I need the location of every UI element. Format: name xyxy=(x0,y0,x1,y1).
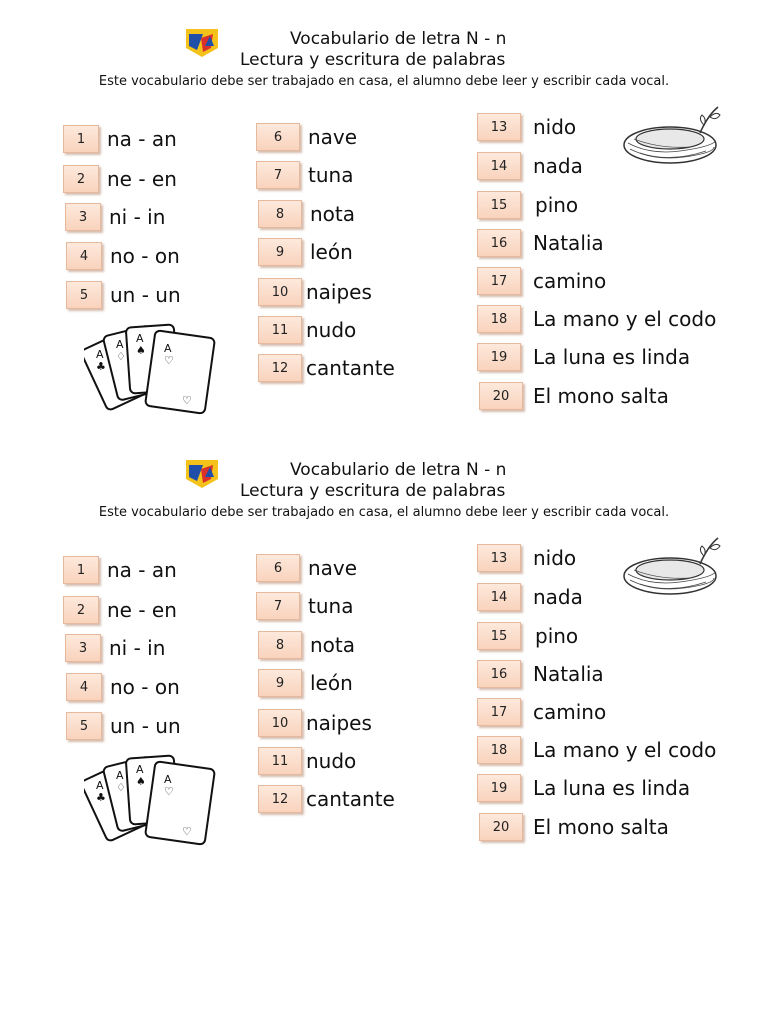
list-item xyxy=(66,279,181,311)
item-number: 7 xyxy=(256,592,300,620)
item-number: 3 xyxy=(65,203,101,231)
list-item xyxy=(258,314,356,346)
item-word: nido xyxy=(533,115,577,139)
svg-text:A: A xyxy=(164,773,172,786)
item-number: 4 xyxy=(66,673,102,701)
svg-text:♣: ♣ xyxy=(96,791,106,804)
item-word: nave xyxy=(308,125,358,149)
list-item xyxy=(65,632,165,664)
list-item xyxy=(256,121,357,153)
item-word: ne - en xyxy=(107,598,177,622)
instruction-text: Este vocabulario debe ser trabajado en casa, el alumno debe leer y escribir cada vocal. xyxy=(98,505,670,520)
playing-cards-icon xyxy=(84,749,224,849)
item-word: tuna xyxy=(308,163,354,187)
list-item xyxy=(258,667,353,699)
item-word: ne - en xyxy=(107,167,177,191)
item-word: camino xyxy=(533,269,607,293)
list-item xyxy=(63,594,177,626)
item-word: cantante xyxy=(306,787,395,811)
list-item xyxy=(477,303,716,335)
svg-text:A: A xyxy=(136,332,144,345)
item-word: na - an xyxy=(107,558,177,582)
item-word: nada xyxy=(533,585,583,609)
item-number: 8 xyxy=(258,200,302,228)
svg-text:♡: ♡ xyxy=(164,354,174,367)
item-number: 1 xyxy=(63,556,99,584)
worksheet-copy-1 xyxy=(0,0,768,420)
svg-text:A: A xyxy=(164,342,172,355)
item-word: ni - in xyxy=(109,636,166,660)
item-number: 19 xyxy=(477,774,521,802)
item-number: 19 xyxy=(477,343,521,371)
list-item xyxy=(477,696,606,728)
item-number: 14 xyxy=(477,152,521,180)
item-word: nido xyxy=(533,546,577,570)
item-word: cantante xyxy=(306,356,395,380)
item-word: El mono salta xyxy=(533,815,669,839)
item-number: 16 xyxy=(477,660,521,688)
list-item xyxy=(65,201,165,233)
item-number: 18 xyxy=(477,736,521,764)
list-item xyxy=(477,265,606,297)
list-item xyxy=(258,783,395,815)
list-item xyxy=(477,658,604,690)
item-word: nota xyxy=(310,202,356,226)
bird-nest-icon xyxy=(620,103,730,168)
item-number: 16 xyxy=(477,229,521,257)
item-word: pino xyxy=(535,624,579,648)
item-word: un - un xyxy=(110,283,181,307)
svg-text:A: A xyxy=(136,763,144,776)
list-item xyxy=(63,554,177,586)
item-number: 12 xyxy=(258,354,302,382)
item-word: naipes xyxy=(306,711,372,735)
item-number: 17 xyxy=(477,698,521,726)
item-word: nada xyxy=(533,154,583,178)
item-number: 7 xyxy=(256,161,300,189)
list-item xyxy=(256,590,353,622)
item-word: nota xyxy=(310,633,356,657)
svg-text:♡: ♡ xyxy=(182,825,192,838)
item-word: La luna es linda xyxy=(533,776,691,800)
list-item xyxy=(477,542,576,574)
svg-text:♣: ♣ xyxy=(96,360,106,373)
list-item xyxy=(256,552,357,584)
item-number: 5 xyxy=(66,712,102,740)
svg-text:♡: ♡ xyxy=(164,785,174,798)
page-title: Vocabulario de letra N - n xyxy=(290,29,507,49)
item-number: 10 xyxy=(258,278,302,306)
item-word: Natalia xyxy=(533,231,604,255)
item-word: nudo xyxy=(306,318,357,342)
item-word: naipes xyxy=(306,280,372,304)
list-item xyxy=(477,111,576,143)
item-number: 9 xyxy=(258,669,302,697)
svg-text:♢: ♢ xyxy=(116,350,126,363)
svg-text:A: A xyxy=(116,338,124,351)
item-number: 5 xyxy=(66,281,102,309)
playing-cards-icon xyxy=(84,318,224,418)
item-word: león xyxy=(310,240,353,264)
item-word: Natalia xyxy=(533,662,604,686)
svg-text:♠: ♠ xyxy=(136,775,146,788)
item-number: 8 xyxy=(258,631,302,659)
item-number: 10 xyxy=(258,709,302,737)
item-number: 18 xyxy=(477,305,521,333)
list-item xyxy=(63,163,177,195)
item-number: 13 xyxy=(477,113,521,141)
list-item xyxy=(477,189,578,221)
item-number: 1 xyxy=(63,125,99,153)
list-item xyxy=(66,710,181,742)
list-item xyxy=(479,380,669,412)
item-number: 4 xyxy=(66,242,102,270)
item-number: 20 xyxy=(479,382,523,410)
item-word: un - un xyxy=(110,714,181,738)
list-item xyxy=(258,198,355,230)
item-word: nudo xyxy=(306,749,357,773)
list-item xyxy=(256,159,353,191)
item-word: no - on xyxy=(110,675,180,699)
item-number: 11 xyxy=(258,316,302,344)
page-title: Vocabulario de letra N - n xyxy=(290,460,507,480)
list-item xyxy=(258,236,353,268)
list-item xyxy=(258,352,395,384)
item-word: La luna es linda xyxy=(533,345,691,369)
list-item xyxy=(477,620,578,652)
list-item xyxy=(477,581,583,613)
item-number: 2 xyxy=(63,165,99,193)
list-item xyxy=(477,734,716,766)
list-item xyxy=(258,629,355,661)
list-item xyxy=(477,772,690,804)
list-item xyxy=(66,671,180,703)
svg-text:A: A xyxy=(116,769,124,782)
list-item xyxy=(258,707,372,739)
worksheet-copy-2 xyxy=(0,431,768,851)
list-item xyxy=(477,341,690,373)
page-subtitle: Lectura y escritura de palabras xyxy=(240,481,506,501)
item-word: nave xyxy=(308,556,358,580)
list-item xyxy=(66,240,180,272)
list-item xyxy=(258,745,356,777)
item-number: 11 xyxy=(258,747,302,775)
item-number: 17 xyxy=(477,267,521,295)
item-number: 14 xyxy=(477,583,521,611)
item-word: El mono salta xyxy=(533,384,669,408)
svg-text:♡: ♡ xyxy=(182,394,192,407)
item-number: 15 xyxy=(477,622,521,650)
list-item xyxy=(258,276,372,308)
item-word: La mano y el codo xyxy=(533,738,717,762)
svg-text:♢: ♢ xyxy=(116,781,126,794)
item-word: La mano y el codo xyxy=(533,307,717,331)
item-number: 12 xyxy=(258,785,302,813)
bird-nest-icon xyxy=(620,534,730,599)
svg-text:A: A xyxy=(96,348,104,361)
item-word: ni - in xyxy=(109,205,166,229)
list-item xyxy=(477,227,604,259)
svg-text:A: A xyxy=(96,779,104,792)
list-item xyxy=(63,123,177,155)
item-word: pino xyxy=(535,193,579,217)
item-number: 15 xyxy=(477,191,521,219)
item-word: león xyxy=(310,671,353,695)
list-item xyxy=(479,811,669,843)
instruction-text: Este vocabulario debe ser trabajado en casa, el alumno debe leer y escribir cada vocal. xyxy=(98,74,670,89)
svg-text:♠: ♠ xyxy=(136,344,146,357)
item-number: 6 xyxy=(256,554,300,582)
item-word: no - on xyxy=(110,244,180,268)
item-number: 6 xyxy=(256,123,300,151)
item-number: 9 xyxy=(258,238,302,266)
list-item xyxy=(477,150,583,182)
item-word: na - an xyxy=(107,127,177,151)
item-number: 3 xyxy=(65,634,101,662)
item-number: 13 xyxy=(477,544,521,572)
item-word: camino xyxy=(533,700,607,724)
page-subtitle: Lectura y escritura de palabras xyxy=(240,50,506,70)
item-number: 2 xyxy=(63,596,99,624)
item-number: 20 xyxy=(479,813,523,841)
item-word: tuna xyxy=(308,594,354,618)
